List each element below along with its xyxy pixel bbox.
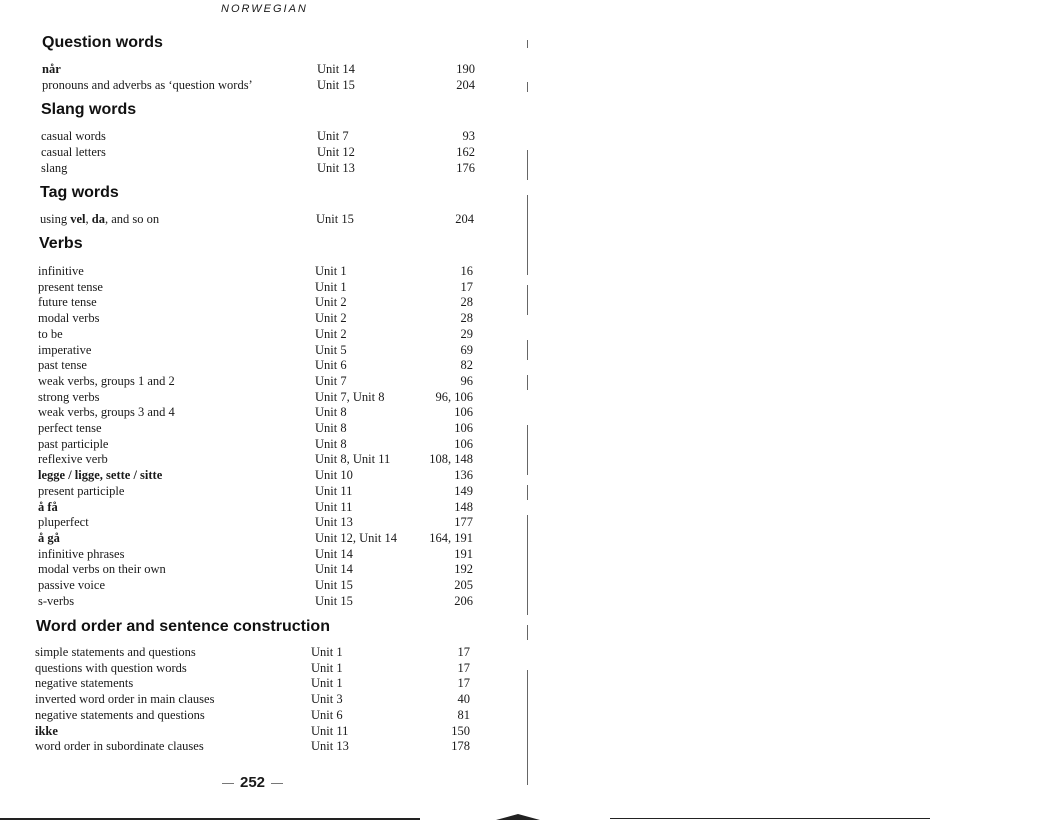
index-unit: Unit 15 [315, 578, 353, 592]
index-page-ref: 150 [451, 723, 470, 738]
index-page-ref: 162 [456, 145, 475, 159]
index-term: past participle [38, 436, 109, 451]
index-page-ref: 108, 148 [429, 452, 473, 467]
index-page-ref: 164, 191 [429, 530, 473, 545]
gutter-line [527, 150, 528, 180]
index-unit: Unit 11 [311, 723, 349, 738]
index-page-ref: 177 [454, 515, 473, 530]
index-term: word order in subordinate clauses [35, 739, 204, 754]
index-unit: Unit 5 [315, 342, 347, 357]
index-unit: Unit 1 [315, 279, 347, 294]
index-page-ref: 205 [454, 578, 473, 592]
index-unit: Unit 14 [315, 546, 353, 561]
index-page-ref: 69 [460, 342, 473, 357]
index-page-ref: 96 [460, 373, 473, 388]
index-unit: Unit 7, Unit 8 [315, 389, 385, 404]
index-term: reflexive verb [38, 452, 108, 467]
index-page-ref: 40 [457, 692, 470, 707]
index-unit: Unit 12, Unit 14 [315, 530, 397, 545]
index-page-ref: 191 [454, 546, 473, 561]
index-unit: Unit 14 [315, 562, 353, 577]
index-term: når [42, 62, 61, 76]
section-heading-word-order: Word order and sentence construction [36, 618, 330, 635]
index-term: modal verbs [38, 311, 100, 326]
index-unit: Unit 2 [315, 326, 347, 341]
gutter-line [527, 82, 528, 92]
running-head: NORWEGIAN [221, 3, 308, 15]
bottom-rule-right [610, 818, 930, 819]
gutter-line [527, 340, 528, 360]
index-page-ref: 204 [456, 78, 475, 92]
index-unit: Unit 10 [315, 468, 353, 483]
index-unit: Unit 14 [317, 62, 355, 76]
spine-mark [496, 814, 540, 820]
index-unit: Unit 15 [316, 212, 354, 226]
index-page-ref: 149 [454, 483, 473, 498]
index-unit: Unit 2 [315, 295, 347, 310]
index-term: negative statements and questions [35, 707, 205, 722]
index-page-ref: 106 [454, 421, 473, 435]
index-unit: Unit 8 [315, 421, 347, 435]
index-term: weak verbs, groups 1 and 2 [38, 373, 175, 388]
index-unit: Unit 3 [311, 692, 343, 707]
gutter-line [527, 40, 528, 48]
index-term: ikke [35, 723, 58, 738]
index-page-ref: 93 [462, 129, 475, 143]
index-term: present participle [38, 483, 125, 498]
index-unit: Unit 1 [311, 660, 343, 675]
index-term: imperative [38, 342, 92, 357]
index-term: casual letters [41, 145, 106, 159]
index-page-ref: 17 [457, 676, 470, 691]
index-page-ref: 96, 106 [435, 389, 473, 404]
index-unit: Unit 12 [317, 145, 355, 159]
index-term: modal verbs on their own [38, 562, 166, 577]
index-unit: Unit 8 [315, 405, 347, 420]
index-term: to be [38, 326, 63, 341]
bottom-rule-left [0, 818, 420, 820]
index-page-ref: 28 [460, 295, 473, 310]
index-term: past tense [38, 358, 87, 373]
index-unit: Unit 13 [315, 515, 353, 530]
index-term: slang [41, 161, 68, 175]
gutter-line [527, 285, 528, 315]
index-term: simple statements and questions [35, 645, 196, 659]
index-term: infinitive [38, 264, 84, 278]
index-term: å gå [38, 530, 60, 545]
index-term: using vel, da, and so on [40, 212, 160, 226]
index-page-ref: 106 [454, 436, 473, 451]
index-term: present tense [38, 279, 103, 294]
index-term: casual words [41, 129, 106, 143]
index-unit: Unit 1 [315, 264, 347, 278]
index-unit: Unit 11 [315, 499, 353, 514]
gutter-line [527, 485, 528, 500]
index-page-ref: 206 [454, 593, 473, 608]
gutter-line [527, 515, 528, 615]
index-unit: Unit 1 [311, 645, 343, 659]
section-heading-verbs: Verbs [39, 235, 83, 252]
section-heading-tag-words: Tag words [40, 184, 119, 201]
index-page-ref: 204 [455, 212, 474, 226]
index-page-ref: 17 [457, 660, 470, 675]
index-unit: Unit 13 [311, 739, 349, 754]
index-unit: Unit 15 [317, 78, 355, 92]
gutter-line [527, 195, 528, 275]
index-term: å få [38, 499, 58, 514]
index-unit: Unit 7 [315, 373, 347, 388]
index-page-ref: 28 [460, 311, 473, 326]
index-page-ref: 17 [457, 645, 470, 659]
index-unit: Unit 6 [315, 358, 347, 373]
index-page-ref: 192 [454, 562, 473, 577]
index-term: passive voice [38, 578, 105, 592]
index-page [0, 0, 520, 822]
gutter-line [527, 625, 528, 640]
index-page-ref: 106 [454, 405, 473, 420]
index-page-ref: 17 [460, 279, 473, 294]
index-page-ref: 178 [451, 739, 470, 754]
index-unit: Unit 8 [315, 436, 347, 451]
index-page-ref: 81 [457, 707, 470, 722]
index-term: pluperfect [38, 515, 89, 530]
index-term: infinitive phrases [38, 546, 125, 561]
index-unit: Unit 11 [315, 483, 353, 498]
index-page-ref: 82 [460, 358, 473, 373]
gutter-line [527, 425, 528, 475]
index-page-ref: 136 [454, 468, 473, 483]
index-unit: Unit 2 [315, 311, 347, 326]
gutter-line [527, 375, 528, 390]
index-page-ref: 16 [460, 264, 473, 278]
index-term: inverted word order in main clauses [35, 692, 215, 707]
index-unit: Unit 15 [315, 593, 353, 608]
index-unit: Unit 13 [317, 161, 355, 175]
index-page-ref: 190 [456, 62, 475, 76]
index-unit: Unit 6 [311, 707, 343, 722]
index-term: s-verbs [38, 593, 75, 608]
index-unit: Unit 7 [317, 129, 349, 143]
index-term: weak verbs, groups 3 and 4 [38, 405, 175, 420]
index-page-ref: 148 [454, 499, 473, 514]
page-number: 252 [216, 774, 289, 791]
section-heading-question-words: Question words [42, 34, 163, 51]
gutter-line [527, 670, 528, 785]
index-term: negative statements [35, 676, 134, 691]
index-term: strong verbs [38, 389, 100, 404]
index-term: perfect tense [38, 421, 102, 435]
index-term: pronouns and adverbs as ‘question words’ [42, 78, 253, 92]
index-term: legge / ligge, sette / sitte [38, 468, 163, 483]
index-page-ref: 29 [460, 326, 473, 341]
index-page-ref: 176 [456, 161, 475, 175]
index-term: future tense [38, 295, 97, 310]
index-term: questions with question words [35, 660, 187, 675]
index-unit: Unit 1 [311, 676, 343, 691]
index-unit: Unit 8, Unit 11 [315, 452, 391, 467]
section-heading-slang-words: Slang words [41, 101, 137, 118]
